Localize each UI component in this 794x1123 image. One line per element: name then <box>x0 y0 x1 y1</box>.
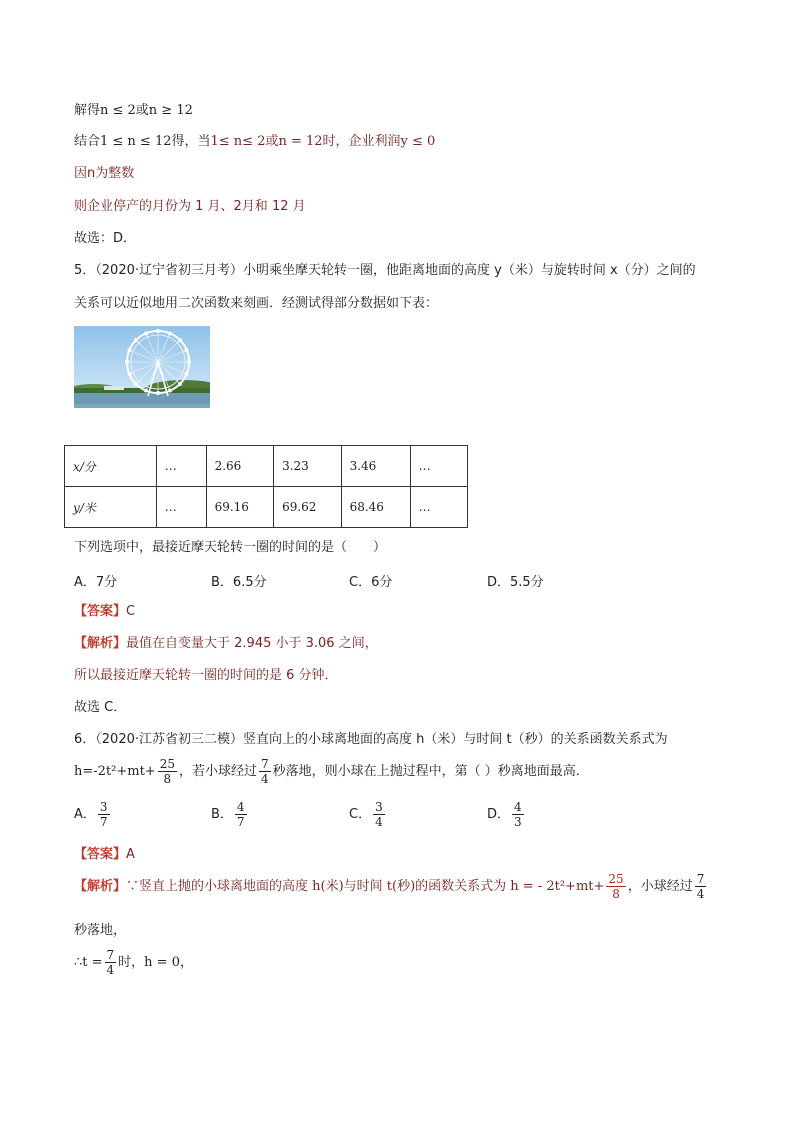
table-row <box>65 487 468 528</box>
ferris-wheel-photo <box>74 326 210 408</box>
analysis-text: ∵竖直上抛的小球离地面的高度 h(米)与时间 t(秒)的函数关系式为 h = - 2t²+mt+ <box>126 879 605 894</box>
table-cell: … <box>410 487 467 528</box>
q5-analysis-2: 所以最接近摩天轮转一圈的时间的是 6 分钟． <box>74 668 338 683</box>
q6-stem-line-1: 6．（2020·江苏省初三二模）竖直向上的小球离地面的高度 h（米）与时间 t（秒）的关系函数关系式为 <box>74 732 668 747</box>
analysis-t-expr: ∴t = <box>74 955 103 970</box>
q6-stem-post: 秒落地，则小球在上抛过程中，第（ ）秒离地面最高． <box>272 764 589 779</box>
q5-stem-line-1: 5．（2020·辽宁省初三月考）小明乘坐摩天轮转一圈，他距离地面的高度 y（米）与旋转时间 x（分）之间的 <box>74 263 696 278</box>
q6-option-d: D． $\frac{4}{3}$ <box>487 800 522 829</box>
solution-line-2-pre: 结合1 ≤ n ≤ 12得，当 <box>74 134 211 149</box>
q6-option-b: B． $\frac{4}{7}$ <box>211 800 245 829</box>
table-cell: … <box>156 487 206 528</box>
q5-option-d: D．5.5分 <box>487 575 544 590</box>
answer-label: 【答案】 <box>74 847 127 862</box>
analysis-label: 【解析】 <box>74 879 127 894</box>
table-cell: 3.23 <box>274 446 342 487</box>
fraction-7-4: $\frac{7}{4}$ <box>261 757 269 786</box>
table-cell: … <box>410 446 467 487</box>
solution-line-3: 因n为整数 <box>74 166 135 181</box>
answer-label: 【答案】 <box>74 604 127 619</box>
table-cell: 2.66 <box>206 446 274 487</box>
solution-line-2 <box>74 133 435 151</box>
q5-question: 下列选项中，最接近摩天轮转一圈的时间的是（ ） <box>74 540 387 555</box>
solution-line-4: 则企业停产的月份为 1 月、2月和 12 月 <box>74 199 306 214</box>
q6-analysis-2: 秒落地， <box>74 923 127 938</box>
solution-line-2-mid: 1≤ n≤ 2或n = 12时，企业利润y ≤ 0 <box>210 134 436 149</box>
fraction-25-8: $\frac{25}{8}$ <box>159 757 175 786</box>
table-row <box>65 446 468 487</box>
answer-value: A <box>126 847 135 862</box>
table-cell: 3.46 <box>341 446 410 487</box>
table-cell: x/分 <box>65 446 157 487</box>
q5-answer <box>74 603 135 621</box>
analysis-label: 【解析】 <box>74 636 127 651</box>
analysis-h-expr: 时，h = 0， <box>118 955 193 970</box>
q5-option-b: B．6.5分 <box>211 575 267 590</box>
solution-line-1: 解得n ≤ 2或n ≥ 12 <box>74 103 193 118</box>
table-cell: y/米 <box>65 487 157 528</box>
q6-analysis-3 <box>74 948 193 978</box>
q5-stem-line-2: 关系可以近似地用二次函数来刻画．经测试得部分数据如下表： <box>74 296 439 311</box>
analysis-text: 最值在自变量大于 2.945 小于 3.06 之间， <box>126 636 378 651</box>
table-cell: … <box>156 446 206 487</box>
answer-value: C <box>126 604 136 619</box>
fraction-7-4: $\frac{7}{4}$ <box>106 948 115 977</box>
q6-stem-mid: ，若小球经过 <box>178 764 257 779</box>
data-table <box>64 445 468 528</box>
fraction-7-4: $\frac{7}{4}$ <box>696 872 705 901</box>
q6-option-c: C． $\frac{3}{4}$ <box>349 800 383 829</box>
fraction-25-8: $\frac{25}{8}$ <box>608 872 624 901</box>
q5-option-c: C．6分 <box>349 575 393 590</box>
q6-analysis-1 <box>74 872 708 902</box>
q5-analysis-1 <box>74 635 378 653</box>
ferris-wheel-illustration <box>74 326 210 408</box>
q6-option-a: A． $\frac{3}{7}$ <box>74 800 108 829</box>
q6-answer <box>74 846 135 864</box>
table-cell: 69.62 <box>274 487 342 528</box>
q5-option-a: A．7分 <box>74 575 118 590</box>
table-cell: 69.16 <box>206 487 274 528</box>
q5-conclusion: 故选 C． <box>74 700 127 715</box>
q6-formula: h=-2t²+mt+ <box>74 764 156 779</box>
analysis-text-post: ，小球经过 <box>627 879 693 894</box>
q6-stem-line-2 <box>74 757 589 787</box>
table-cell: 68.46 <box>341 487 410 528</box>
solution-line-5: 故选：D． <box>74 231 137 246</box>
